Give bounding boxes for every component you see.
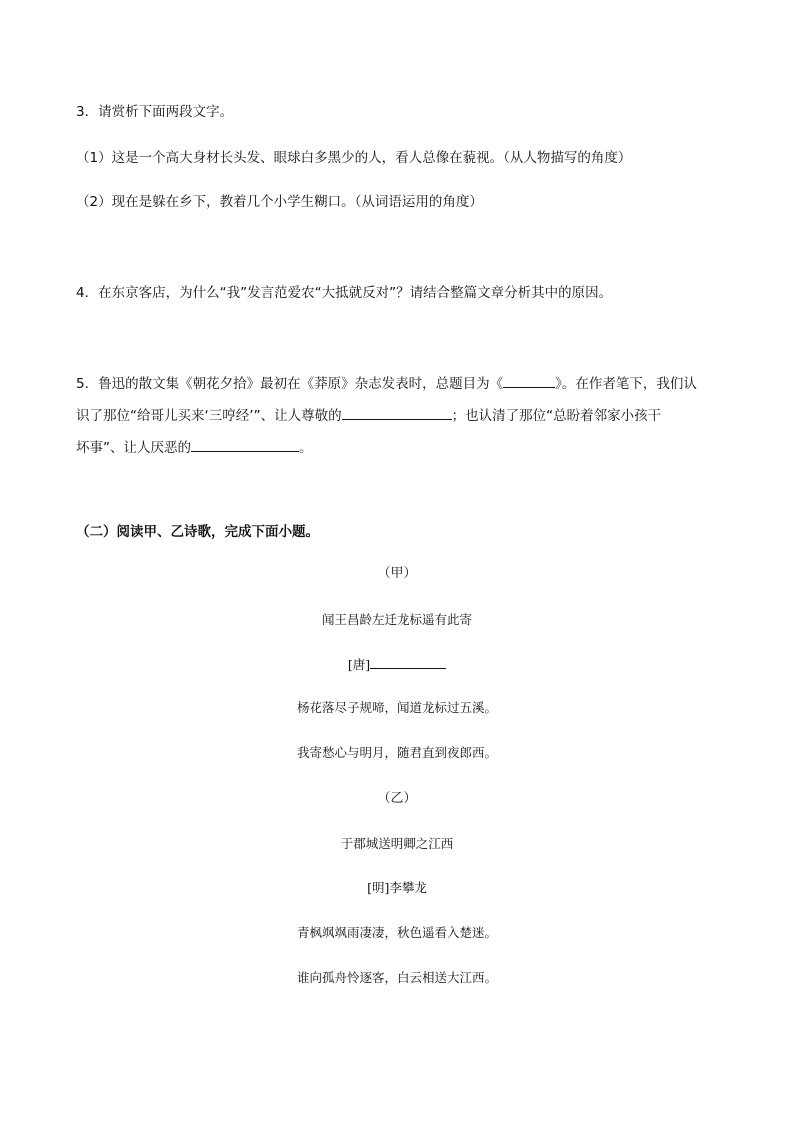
q5-line-3 [76,438,313,457]
q5-text-3: 识了那位“给哥儿买来‘三哼经’”、让人尊敬的 [76,408,342,424]
poem-b-line-2: 谁向孤舟怜逐客，白云相送大江西。 [296,970,497,985]
poem-b-title: 于郡城送明卿之江西 [340,836,454,851]
answer-blank-disliked[interactable] [191,438,299,452]
q5-text-6: 。 [299,440,313,456]
q5-line-2 [76,406,661,425]
poem-b-author: [明]李攀龙 [367,880,427,895]
poem-b-label: （乙） [377,791,417,806]
poem-a-dynasty: [唐] [347,657,371,672]
q5-text-4: ；也认清了那位“总盼着邻家小孩干 [451,408,662,424]
answer-blank-poet[interactable] [370,655,446,669]
q4-text: 4．在东京客店，为什么“我”发言范爱农“大抵就反对”？请结合整篇文章分析其中的原因。 [76,285,613,301]
poem-a-label: （甲） [377,566,417,581]
section-2-title: （二）阅读甲、乙诗歌，完成下面小题。 [76,524,319,540]
q3-item-2: （2）现在是躲在乡下，教着几个小学生糊口。（从词语运用的角度） [76,194,483,210]
answer-blank-respected[interactable] [342,406,452,420]
q5-text-1: 5．鲁迅的散文集《朝花夕拾》最初在《莽原》杂志发表时，总题目为《 [76,376,504,392]
poem-a-author-line [0,655,794,673]
poem-a-line-2: 我寄愁心与明月，随君直到夜郎西。 [296,745,497,760]
poem-a-line-1: 杨花落尽子规啼，闻道龙标过五溪。 [296,700,497,715]
q3-title: 3．请赏析下面两段文字。 [76,104,234,120]
q5-text-5: 坏事”、让人厌恶的 [76,440,191,456]
q5-text-2: 》。在作者笔下，我们认 [555,376,697,392]
poem-a-title: 闻王昌龄左迁龙标遥有此寄 [321,612,472,627]
q3-item-1: （1）这是一个高大身材长头发、眼球白多黑少的人，看人总像在藐视。（从人物描写的角度） [76,150,632,166]
q5-line-1 [76,374,697,393]
answer-blank-title[interactable] [503,374,555,388]
poem-b-line-1: 青枫飒飒雨凄凄，秋色遥看入楚迷。 [296,925,497,940]
